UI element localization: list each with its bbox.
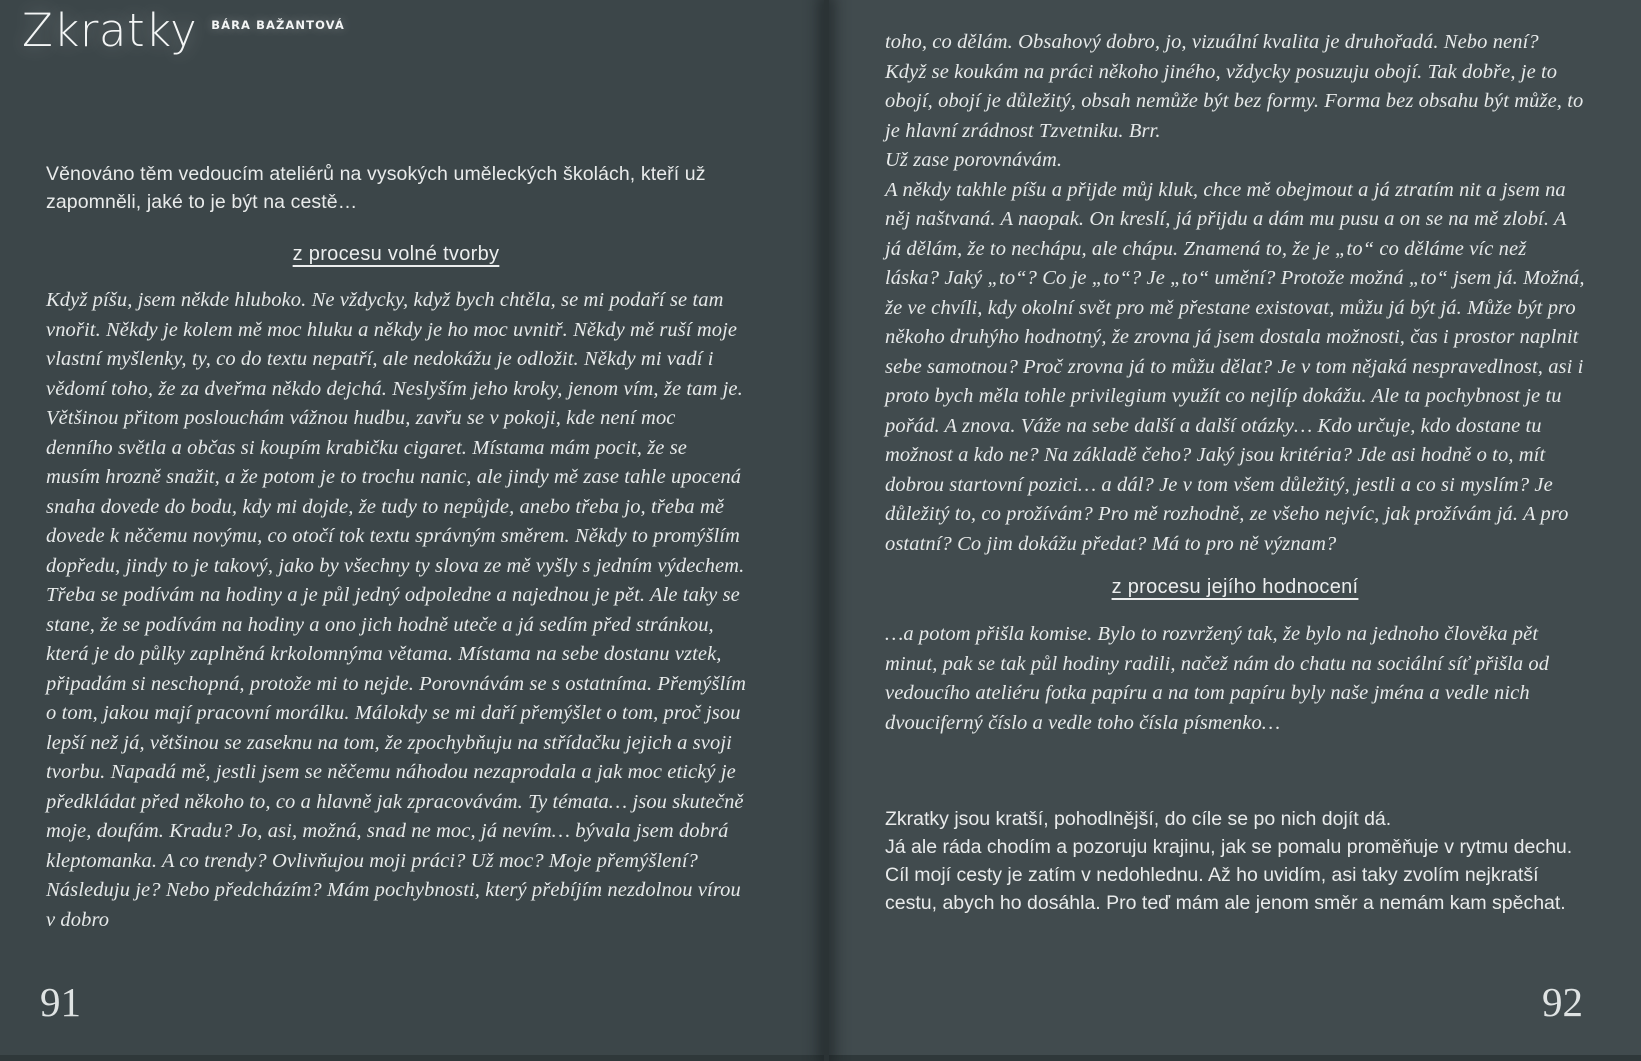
author-name: BÁRA BAŽANTOVÁ: [211, 18, 345, 32]
left-body-text: [46, 286, 746, 935]
bottom-edge-bar: [0, 1055, 1641, 1061]
paragraph: …a potom přišla komise. Bylo to rozvržený tak, že bylo na jednoho člověka pět minut, pak se tak půl hodiny radili, načež nám do chatu na sociální síť přišla od vedoucího ateliéru fotka papíru a na tom papíru byly naše jména a vedle nich dvouciferný číslo a vedle toho čísla písmenko…: [885, 623, 1550, 734]
section-heading-hodnoceni: z procesu jejího hodnocení: [1111, 576, 1359, 598]
right-bottom-text: [885, 805, 1585, 917]
masthead: [22, 4, 345, 57]
right-mid-text: [885, 620, 1585, 738]
paragraph: A někdy takhle píšu a přijde můj kluk, chce mě obejmout a já ztratím nit a jsem na něj naštvaná. A naopak. On kreslí, já přijdu a dám mu pusu a on se na mě zlobí. A já dělám, že to nechápu, ale chápu. Znamená to, že je „to“ co děláme víc než láska? Jaký „to“? Co je „to“? Je „to“ umění? Protože možná „to“ jsem já. Možná, že ve chvíli, kdy okolní svět pro mě přestane existovat, můžu já být já. Může být pro někoho druhýho hodnotný, že zrovna já jsem dostala možnosti, čas i prostor naplnit sebe samotnou? Proč zrovna já to můžu dělat? Je v tom nějaká nespravedlnost, asi i proto bych měla tohle privilegium využít co nejlíp dokážu. Ale ta pochybnost je tu pořád. A znova. Váže na sebe další a další otázky… Kdo určuje, kdo dostane tu možnost a kdo ne? Na základě čeho? Jaký jsou kritéria? Jde asi hodně o to, mít dobrou startovní pozici… a dál? Je v tom všem důležitý, jestli a co si myslím? Je důležitý to, co prožívám? Pro mě rozhodně, ze všeho nejvíc, jak prožívám já. A pro ostatní? Co jim dokážu předat? Má to pro ně význam?: [885, 178, 1585, 555]
paragraph: Já ale ráda chodím a pozoruju krajinu, jak se pomalu proměňuje v rytmu dechu. Cíl mojí cesty je zatím v nedohlednu. Až ho uvidím, asi taky zvolím nejkratší cestu, abych ho dosáhla. Pro teď mám ale jenom směr a nemám kam spěchat.: [885, 836, 1573, 914]
paragraph: Většinou přitom poslouchám vážnou hudbu, zavřu se v pokoji, kde není moc denního světla a občas si koupím krabičku cigaret. Místama mám pocit, že se musím hrozně snažit, a že potom je to trochu nanic, ale jindy mě zase tahle upocená snaha dovede do bodu, kdy mi dojde, že tudy to nepůjde, anebo třeba jo, třeba mě dovede k něčemu novýmu, co otočí tok textu správným směrem. Někdy to promýšlím dopředu, jindy to je takový, jako by všechny ty slova ze mě vyšly s jedním výdechem.: [46, 407, 745, 577]
paragraph: Už zase porovnávám.: [885, 149, 1063, 171]
publication-title: Zkratky: [22, 4, 198, 57]
paragraph: Zkratky jsou kratší, pohodlnější, do cíle se po nich dojít dá.: [885, 808, 1392, 830]
paragraph: Když píšu, jsem někde hluboko. Ne vždycky, když bych chtěla, se mi podaří se tam vnořit. Někdy je kolem mě moc hluku a někdy je ho moc uvnitř. Někdy mě ruší moje vlastní myšlenky, ty, co do textu nepatří, ale nedokážu je odložit. Někdy mi vadí i vědomí toho, že za dveřma někdo dejchá. Neslyším jeho kroky, jenom vím, že tam je.: [46, 289, 743, 400]
book-gutter: [824, 0, 829, 1061]
page-number-right: 92: [1542, 979, 1583, 1025]
page-number-left: 91: [40, 979, 81, 1025]
dedication-text: Věnováno těm vedoucím ateliérů na vysokých uměleckých školách, kteří už zapomněli, jaké to je být na cestě…: [46, 163, 706, 213]
right-top-text: [885, 28, 1585, 559]
section-heading-volne-tvorby: z procesu volné tvorby: [292, 243, 500, 265]
paragraph: Třeba se podívám na hodiny a je půl jedný odpoledne a najednou je pět. Ale taky se stane, že se podívám na hodiny a ono jich hodně uteče a já sedím před stránkou, která je do půlky zaplněná krkolomnýma větama. Místama na sebe dostanu vztek, připadám si neschopná, protože mi to nejde. Porovnávám se s ostatníma. Přemýšlím o tom, jakou mají pracovní morálku. Málokdy se mi daří přemýšlet o tom, proč jsou lepší než já, většinou se zaseknu na tom, že zpochybňuju na střídačku jejich a svoji tvorbu. Napadá mě, jestli jsem se něčemu náhodou nezaprodala a jak moc etický je předkládat před někoho to, co a hlavně jak zpracovávám. Ty témata… jsou skutečně moje, doufám. Kradu? Jo, asi, možná, snad ne moc, já nevím… bývala jsem dobrá kleptomanka. A co trendy? Ovlivňujou moji práci? Už moc? Moje přemýšlení? Následuju je? Nebo předcházím? Mám pochybnosti, který přebíjím nezdolnou vírou v dobro: [46, 584, 746, 931]
right-page: [829, 0, 1641, 1061]
paragraph: toho, co dělám. Obsahový dobro, jo, vizuální kvalita je druhořadá. Nebo není? Když se koukám na práci někoho jiného, vždycky posuzuju obojí. Tak dobře, je to obojí, obojí je důležitý, obsah nemůže být bez formy. Forma bez obsahu být může, to je hlavní zrádnost Tzvetniku. Brr.: [885, 31, 1584, 142]
